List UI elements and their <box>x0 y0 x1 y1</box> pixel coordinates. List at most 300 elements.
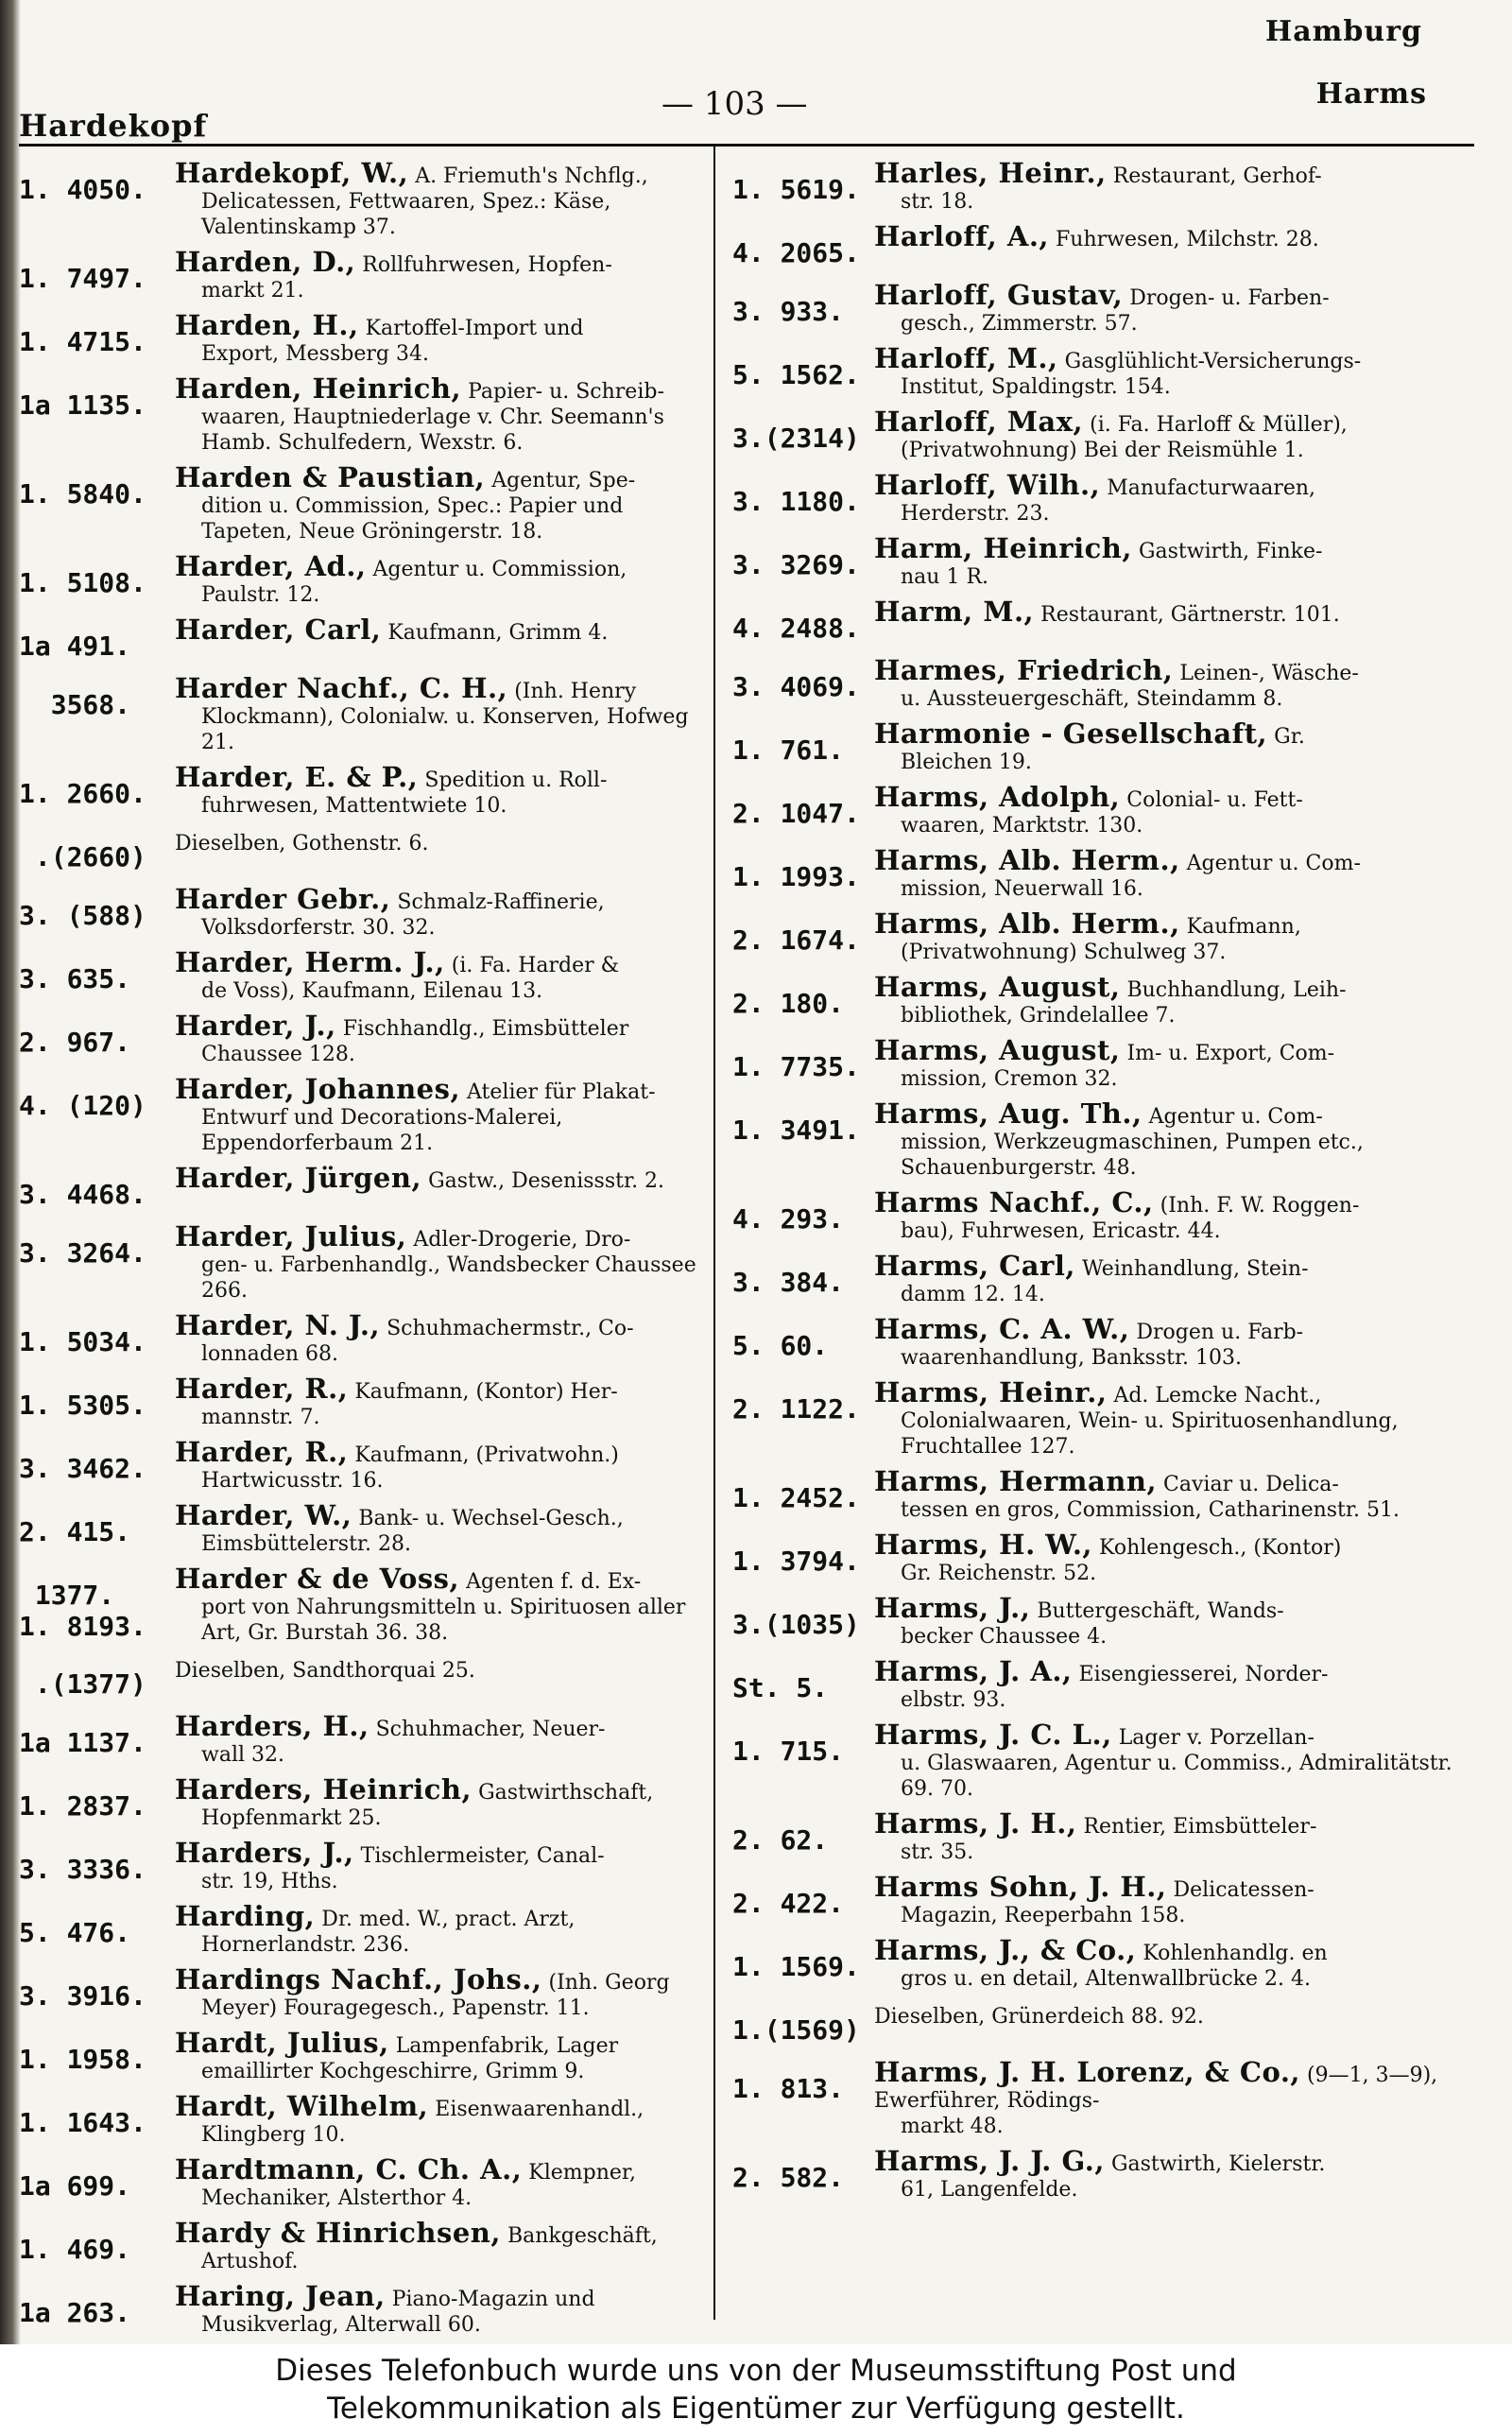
phone-number: 3. 3462. <box>19 1453 146 1484</box>
subscriber-name: Harms, Heinr., <box>874 1376 1108 1408</box>
directory-entry <box>19 2090 713 2148</box>
entry-details-line-2: Magazin, Reeperbahn 158. <box>901 1904 1186 1927</box>
entry-details-line-1: Buchhandlung, Leih- <box>1126 978 1347 1002</box>
entry-details-line-2: u. Glaswaaren, Agentur u. Commiss., Admiralitätstr. 69. 70. <box>901 1752 1452 1801</box>
entry-details-line-2: str. 35. <box>901 1840 974 1864</box>
subscriber-name: Harder, W., <box>175 1499 352 1531</box>
entry-text <box>175 2027 713 2084</box>
entry-text <box>874 596 1479 628</box>
directory-entry <box>732 220 1479 273</box>
entry-text <box>874 279 1479 337</box>
entry-details-line-2: de Voss), Kaufmann, Eilenau 13. <box>201 979 543 1003</box>
entry-details-line-2: markt 21. <box>201 279 304 302</box>
entry-details-line-1: A. Friemuth's Nchflg., <box>415 164 648 188</box>
entry-details-line-1: Dieselben, Grünerdeich 88. 92. <box>874 2005 1204 2029</box>
phone-number: 4. 293. <box>732 1203 845 1235</box>
phone-number: 3. 4468. <box>19 1179 146 1210</box>
entry-text <box>175 157 713 240</box>
subscriber-name: Harms, C. A. W., <box>874 1313 1130 1345</box>
directory-entry <box>732 532 1479 590</box>
entry-text <box>874 1465 1479 1523</box>
subscriber-name: Harden, Heinrich, <box>175 372 462 405</box>
entry-details-line-2: lonnaden 68. <box>201 1342 338 1366</box>
directory-entry <box>732 1097 1479 1181</box>
entry-text <box>175 2280 713 2338</box>
entry-details-line-2: Volksdorferstr. 30. 32. <box>201 916 436 940</box>
directory-entry <box>19 1773 713 1831</box>
directory-entry <box>732 2056 1479 2139</box>
entry-details-line-1: Fuhrwesen, Milchstr. 28. <box>1056 228 1319 251</box>
subscriber-name: Harloff, A., <box>874 220 1050 252</box>
entry-details-line-1: Lampenfabrik, Lager <box>395 2034 619 2058</box>
entry-text <box>874 406 1479 463</box>
entry-details-line-2: Entwurf und Decorations-Malerei, Eppendorferbaum 21. <box>201 1106 563 1155</box>
directory-entry <box>19 246 713 303</box>
entry-details-line-2: tessen en gros, Commission, Catharinenstr. 51. <box>901 1498 1400 1522</box>
entry-details-line-1: Gastw., Desenissstr. 2. <box>428 1169 665 1193</box>
subscriber-name: Harms, August, <box>874 1034 1121 1066</box>
directory-entry <box>19 1162 713 1215</box>
entry-text <box>874 342 1479 400</box>
subscriber-name: Haring, Jean, <box>175 2280 386 2312</box>
entry-details-line-2: nau 1 R. <box>901 565 988 589</box>
directory-entry <box>19 1563 713 1646</box>
entry-text <box>874 971 1479 1028</box>
phone-number: 2. 1122. <box>732 1393 860 1425</box>
phone-number: 1. 3491. <box>732 1114 860 1146</box>
phone-number: 1. 5108. <box>19 567 146 598</box>
entry-details-line-2: mission, Werkzeugmaschinen, Pumpen etc., Schauenburgerstr. 48. <box>901 1131 1364 1180</box>
entry-text <box>175 1710 713 1768</box>
directory-entry <box>19 1010 713 1067</box>
subscriber-name: Harden, D., <box>175 246 356 278</box>
subscriber-name: Harder, E. & P., <box>175 761 419 793</box>
subscriber-name: Harms, J. H., <box>874 1807 1077 1840</box>
entry-details-line-2: Colonialwaaren, Wein- u. Spirituosenhandlung, Fruchtallee 127. <box>901 1409 1399 1459</box>
entry-text <box>874 1376 1479 1460</box>
phone-number: 2. 1047. <box>732 798 860 829</box>
entry-details-line-1: Papier- u. Schreib- <box>468 380 664 404</box>
entry-details-line-2: u. Aussteuergeschäft, Steindamm 8. <box>901 687 1283 711</box>
entry-details-line-1: (Inh. Georg <box>548 1971 670 1995</box>
entry-details-line-1: Bankgeschäft, <box>507 2224 658 2248</box>
phone-number: .(1377) <box>19 1668 146 1700</box>
entry-details-line-2: Chaussee 128. <box>201 1043 355 1066</box>
entry-text <box>874 1871 1479 1928</box>
entry-text <box>175 1436 713 1494</box>
entry-details-line-1: Manufacturwaaren, <box>1107 476 1316 500</box>
entry-details-line-1: Kartoffel-Import und <box>365 317 584 340</box>
phone-number: 3. 384. <box>732 1267 845 1298</box>
entry-details-line-2: dition u. Commission, Spec.: Papier und Tapeten, Neue Gröningerstr. 18. <box>201 494 624 544</box>
phone-number: 1. 1993. <box>732 861 860 892</box>
directory-entry <box>19 550 713 608</box>
subscriber-name: Harms, Alb. Herm., <box>874 907 1180 940</box>
entry-details-line-2: mission, Neuerwall 16. <box>901 877 1143 901</box>
entry-text <box>874 1807 1479 1865</box>
entry-details-line-1: Gastwirthschaft, <box>478 1781 654 1805</box>
entry-text <box>175 613 713 646</box>
directory-entry <box>732 717 1479 775</box>
entry-text <box>175 1373 713 1430</box>
directory-entry <box>19 1900 713 1958</box>
directory-entry <box>19 2027 713 2084</box>
directory-entry <box>19 1220 713 1304</box>
phone-number: St. 5. <box>732 1672 829 1703</box>
phone-number: 1. 5034. <box>19 1326 146 1357</box>
entry-text <box>175 246 713 303</box>
subscriber-name: Harders, H., <box>175 1710 369 1742</box>
directory-entry <box>732 1465 1479 1523</box>
entry-details-line-2: Export, Messberg 34. <box>201 342 429 366</box>
entry-details-line-1: Kaufmann, Grimm 4. <box>387 621 609 645</box>
entry-details-line-1: Rentier, Eimsbütteler- <box>1083 1815 1317 1839</box>
directory-entry <box>732 907 1479 965</box>
phone-number: 1. 715. <box>732 1736 845 1767</box>
entry-details-line-2: Gr. Reichenstr. 52. <box>901 1562 1097 1585</box>
entry-details-line-1: Restaurant, Gerhof- <box>1112 164 1322 188</box>
entry-text <box>175 2217 713 2274</box>
entry-details-line-1: Caviar u. Delica- <box>1163 1473 1339 1496</box>
entry-details-line-2: wall 32. <box>201 1743 284 1767</box>
entry-details-line-2: Hornerlandstr. 236. <box>201 1933 410 1957</box>
entry-text <box>175 1162 713 1194</box>
entry-details-line-1: Adler-Drogerie, Dro- <box>413 1228 631 1252</box>
entry-details-line-1: Gasglühlicht-Versicherungs- <box>1064 350 1362 373</box>
directory-entry <box>19 1373 713 1430</box>
directory-entry <box>732 279 1479 337</box>
entry-text <box>175 1773 713 1831</box>
subscriber-name: Harms, Hermann, <box>874 1465 1158 1497</box>
entry-details-line-2: mannstr. 7. <box>201 1406 320 1429</box>
entry-text <box>175 309 713 367</box>
subscriber-name: Harms, Aug. Th., <box>874 1097 1143 1130</box>
entry-text <box>175 372 713 456</box>
phone-number: 2. 180. <box>732 988 845 1019</box>
directory-entry <box>19 2153 713 2211</box>
entry-details-line-2: Herderstr. 23. <box>901 502 1050 526</box>
entry-details-line-1: Agenten f. d. Ex- <box>466 1570 642 1594</box>
directory-entry <box>19 2280 713 2338</box>
entry-details-line-1: Colonial- u. Fett- <box>1126 788 1303 812</box>
entry-details-line-2: damm 12. 14. <box>901 1283 1045 1306</box>
directory-entry <box>19 1499 713 1557</box>
entry-text <box>874 1097 1479 1181</box>
directory-entry <box>732 1807 1479 1865</box>
entry-details-line-2: mission, Cremon 32. <box>901 1067 1118 1091</box>
phone-number: 1. 469. <box>19 2234 131 2265</box>
entry-details-line-1: Bank- u. Wechsel-Gesch., <box>358 1507 624 1530</box>
phone-number: 1. 4715. <box>19 326 146 357</box>
entry-details-line-1: Gastwirth, Finke- <box>1138 540 1323 563</box>
phone-number: 3. 3269. <box>732 549 860 580</box>
phone-number: 1a 491. <box>19 631 131 662</box>
entry-details-line-1: Kaufmann, (Kontor) Her- <box>354 1380 618 1404</box>
entry-text <box>874 1186 1479 1244</box>
subscriber-name: Harms, J. A., <box>874 1655 1073 1687</box>
entry-details-line-1: Spedition u. Roll- <box>424 769 608 792</box>
subscriber-name: Harms, J. H. Lorenz, & Co., <box>874 2056 1301 2088</box>
entry-text <box>874 717 1479 775</box>
directory-entry <box>732 1719 1479 1802</box>
subscriber-name: Harm, M., <box>874 596 1035 628</box>
subscriber-name: Harmes, Friedrich, <box>874 654 1174 686</box>
entry-text <box>175 946 713 1004</box>
entry-text <box>175 1010 713 1067</box>
subscriber-name: Hardtmann, C. Ch. A., <box>175 2153 523 2185</box>
phone-number: 1. 2660. <box>19 778 146 809</box>
entry-details-line-2: waaren, Marktstr. 130. <box>901 814 1143 838</box>
page-number: — 103 — <box>662 85 808 123</box>
directory-entry <box>732 1592 1479 1650</box>
directory-entry <box>732 1313 1479 1371</box>
entry-details-line-2: Bleichen 19. <box>901 751 1032 774</box>
entry-details-line-2: markt 48. <box>901 2115 1004 2138</box>
directory-entry <box>732 2145 1479 2203</box>
entry-details-line-1: Eisengiesserei, Norder- <box>1078 1663 1329 1686</box>
header-left-keyword: Hardekopf <box>19 108 208 144</box>
directory-entry <box>19 828 713 877</box>
entry-text <box>874 1655 1479 1713</box>
phone-number: 1. 4050. <box>19 174 146 205</box>
left-column <box>19 151 713 2338</box>
subscriber-name: Harder, Carl, <box>175 613 382 646</box>
entry-details-line-2: Mechaniker, Alsterthor 4. <box>201 2186 472 2210</box>
subscriber-name: Harms, H. W., <box>874 1529 1093 1561</box>
phone-number: 1. 1643. <box>19 2107 146 2138</box>
phone-number: 5. 60. <box>732 1330 829 1361</box>
entry-details-line-2: waaren, Hauptniederlage v. Chr. Seemann's Hamb. Schulfedern, Wexstr. 6. <box>201 406 664 455</box>
phone-number: 1a 1135. <box>19 389 146 421</box>
entry-text <box>175 461 713 544</box>
entry-details-line-1: Leinen-, Wäsche- <box>1179 662 1359 685</box>
subscriber-name: Harder, N. J., <box>175 1309 381 1341</box>
entry-text <box>874 1313 1479 1371</box>
entry-details-line-1: Schuhmachermstr., Co- <box>387 1317 634 1340</box>
subscriber-name: Harder Nachf., C. H., <box>175 672 508 704</box>
entry-details-line-2: Hopfenmarkt 25. <box>201 1806 382 1830</box>
phone-number: 1. 813. <box>732 2073 845 2104</box>
subscriber-name: Harding, <box>175 1900 316 1932</box>
entry-details-line-1: Rollfuhrwesen, Hopfen- <box>362 253 612 277</box>
directory-entry <box>19 1710 713 1768</box>
directory-entry <box>19 461 713 544</box>
directory-entry <box>19 372 713 456</box>
footer-notice <box>0 2344 1512 2436</box>
entry-details-line-1: Klempner, <box>528 2161 637 2185</box>
entry-details-line-2: Meyer) Fouragegesch., Papenstr. 11. <box>201 1996 590 2020</box>
entry-text <box>175 1563 713 1646</box>
entry-text <box>874 781 1479 838</box>
entry-text <box>874 1719 1479 1802</box>
directory-entry <box>19 946 713 1004</box>
subscriber-name: Harms, J., & Co., <box>874 1934 1137 1966</box>
entry-details-line-1: Gastwirth, Kielerstr. <box>1110 2152 1326 2176</box>
entry-details-line-1: (i. Fa. Harder & <box>451 954 620 977</box>
phone-number: 1. 7735. <box>732 1051 860 1082</box>
right-column <box>732 151 1479 2203</box>
header-right-keyword: Harms <box>1315 78 1427 111</box>
entry-text <box>874 1934 1479 1992</box>
entry-text <box>874 532 1479 590</box>
subscriber-name: Hardings Nachf., Johs., <box>175 1963 542 1995</box>
directory-entry <box>19 883 713 941</box>
subscriber-name: Harms Sohn, J. H., <box>874 1871 1167 1903</box>
entry-details-line-1: Fischhandlg., Eimsbütteler <box>342 1017 629 1041</box>
directory-entry <box>732 1034 1479 1092</box>
phone-number: 1. 761. <box>732 734 845 766</box>
subscriber-name: Harder, Ad., <box>175 550 367 582</box>
directory-entry <box>19 1963 713 2021</box>
directory-entry <box>732 342 1479 400</box>
entry-details-line-1: Gr. <box>1274 725 1305 749</box>
entry-text <box>175 761 713 819</box>
directory-entry <box>19 1309 713 1367</box>
entry-details-line-1: Ad. Lemcke Nacht., <box>1113 1384 1322 1408</box>
entry-details-line-2: str. 18. <box>901 190 974 214</box>
entry-details-line-1: Tischlermeister, Canal- <box>360 1844 605 1868</box>
entry-details-line-2: Musikverlag, Alterwall 60. <box>201 2313 481 2337</box>
subscriber-name: Harder & de Voss, <box>175 1563 460 1595</box>
column-divider <box>713 146 715 2320</box>
subscriber-name: Harms, J. C. L., <box>874 1719 1112 1751</box>
subscriber-name: Harloff, Max, <box>874 406 1084 438</box>
subscriber-name: Harder, Julius, <box>175 1220 407 1253</box>
directory-entry <box>732 469 1479 527</box>
directory-entry <box>732 1250 1479 1307</box>
directory-entry <box>732 1376 1479 1460</box>
directory-entry <box>19 2217 713 2274</box>
phone-number: 3568. <box>19 689 131 720</box>
entry-text <box>175 1499 713 1557</box>
entry-text <box>874 654 1479 712</box>
entry-text <box>874 1250 1479 1307</box>
subscriber-name: Harloff, Gustav, <box>874 279 1124 311</box>
subscriber-name: Harder, Jürgen, <box>175 1162 422 1194</box>
entry-text <box>874 844 1479 902</box>
subscriber-name: Hardt, Julius, <box>175 2027 389 2059</box>
entry-text <box>175 2153 713 2211</box>
entry-details-line-1: (Inh. Henry <box>514 680 637 703</box>
entry-details-line-2: 61, Langenfelde. <box>901 2178 1078 2202</box>
phone-number: 1a 699. <box>19 2170 131 2202</box>
phone-number: 2. 415. <box>19 1516 131 1547</box>
entry-details-line-2: bau), Fuhrwesen, Ericastr. 44. <box>901 1219 1221 1243</box>
phone-number: 1. 5840. <box>19 478 146 510</box>
entry-text <box>175 672 713 755</box>
phone-number: 3. 933. <box>732 296 845 327</box>
subscriber-name: Harders, Heinrich, <box>175 1773 472 1805</box>
phone-number: 2. 422. <box>732 1888 845 1919</box>
entry-text <box>175 1220 713 1304</box>
directory-entry <box>19 761 713 819</box>
entry-text <box>175 883 713 941</box>
header-city: Hamburg <box>1264 15 1422 48</box>
entry-details-line-1: Dieselben, Sandthorquai 25. <box>175 1659 475 1683</box>
entry-details-line-2: Klockmann), Colonialw. u. Konserven, Hofweg 21. <box>201 705 689 754</box>
entry-details-line-1: Agentur u. Com- <box>1148 1105 1323 1129</box>
entry-text <box>874 469 1479 527</box>
phone-number: 1. 2452. <box>732 1482 860 1513</box>
entry-details-line-1: Kohlengesch., (Kontor) <box>1099 1536 1342 1560</box>
entry-details-line-2: str. 19, Hths. <box>201 1870 338 1893</box>
phone-number: 2. 582. <box>732 2162 845 2193</box>
phone-number: 3. (588) <box>19 900 146 931</box>
directory-entry <box>732 406 1479 463</box>
entry-details-line-2: Artushof. <box>201 2250 299 2273</box>
entry-details-line-2: gros u. en detail, Altenwallbrücke 2. 4. <box>901 1967 1311 1991</box>
entry-text <box>175 550 713 608</box>
entry-details-line-2: bibliothek, Grindelallee 7. <box>901 1004 1176 1028</box>
entry-details-line-1: (Inh. F. W. Roggen- <box>1160 1194 1360 1218</box>
directory-entry <box>19 1837 713 1894</box>
phone-number: 3.(2314) <box>732 423 860 454</box>
entry-details-line-1: (9—1, 3—9), Ewerführer, Rödings- <box>874 2064 1438 2113</box>
phone-number: 5. 476. <box>19 1917 131 1948</box>
directory-entry <box>19 1436 713 1494</box>
phone-number: 3. 635. <box>19 963 131 994</box>
directory-entry <box>732 1934 1479 1992</box>
entry-details-line-1: Lager v. Porzellan- <box>1118 1726 1314 1750</box>
subscriber-name: Harms Nachf., C., <box>874 1186 1154 1218</box>
subscriber-name: Harloff, M., <box>874 342 1058 374</box>
subscriber-name: Harms, J., <box>874 1592 1031 1624</box>
phone-number: 4. 2488. <box>732 613 860 644</box>
phone-number: 3. 3264. <box>19 1237 146 1269</box>
entry-details-line-1: Restaurant, Gärtnerstr. 101. <box>1040 603 1340 627</box>
subscriber-name: Hardy & Hinrichsen, <box>175 2217 501 2249</box>
entry-details-line-1: Kohlenhandlg. en <box>1143 1942 1328 1965</box>
entry-details-line-1: Delicatessen- <box>1173 1878 1314 1902</box>
subscriber-name: Harder Gebr., <box>175 883 391 915</box>
directory-entry <box>732 654 1479 712</box>
entry-text <box>175 2090 713 2148</box>
phone-number: 3. 3336. <box>19 1854 146 1885</box>
phone-number: 1. 7497. <box>19 263 146 294</box>
footer-line-1: Dieses Telefonbuch wurde uns von der Museumsstiftung Post und <box>275 2354 1237 2388</box>
directory-entry <box>19 1073 713 1156</box>
phone-number: 1. 3794. <box>732 1546 860 1577</box>
entry-text <box>175 1963 713 2021</box>
directory-entry <box>732 971 1479 1028</box>
directory-entry <box>732 157 1479 215</box>
phone-number: 5. 1562. <box>732 359 860 390</box>
entry-text <box>874 220 1479 252</box>
entry-text <box>874 2145 1479 2203</box>
subscriber-name: Harms, Adolph, <box>874 781 1121 813</box>
entry-text <box>175 1837 713 1894</box>
entry-text <box>874 1034 1479 1092</box>
entry-details-line-1: Dieselben, Gothenstr. 6. <box>175 832 429 855</box>
entry-details-line-1: (i. Fa. Harloff & Müller), <box>1090 413 1348 437</box>
entry-details-line-2: port von Nahrungsmitteln u. Spirituosen aller Art, Gr. Burstah 36. 38. <box>201 1596 686 1645</box>
entry-details-line-2: becker Chaussee 4. <box>901 1625 1108 1649</box>
subscriber-name: Harder, J., <box>175 1010 336 1042</box>
entry-text <box>175 1073 713 1156</box>
phone-number: 4. (120) <box>19 1090 146 1121</box>
subscriber-name: Harder, Johannes, <box>175 1073 461 1105</box>
phone-number: 1. 5619. <box>732 174 860 205</box>
phone-number: 3. 1180. <box>732 486 860 517</box>
subscriber-name: Harms, Carl, <box>874 1250 1075 1282</box>
subscriber-name: Harder, R., <box>175 1373 349 1405</box>
subscriber-name: Harms, August, <box>874 971 1121 1003</box>
entry-details-line-1: Kaufmann, <box>1186 915 1301 939</box>
entry-details-line-2: elbstr. 93. <box>901 1688 1006 1712</box>
subscriber-name: Harms, J. J. G., <box>874 2145 1105 2177</box>
entry-details-line-1: Buttergeschäft, Wands- <box>1037 1599 1284 1623</box>
entry-text <box>874 2056 1479 2139</box>
